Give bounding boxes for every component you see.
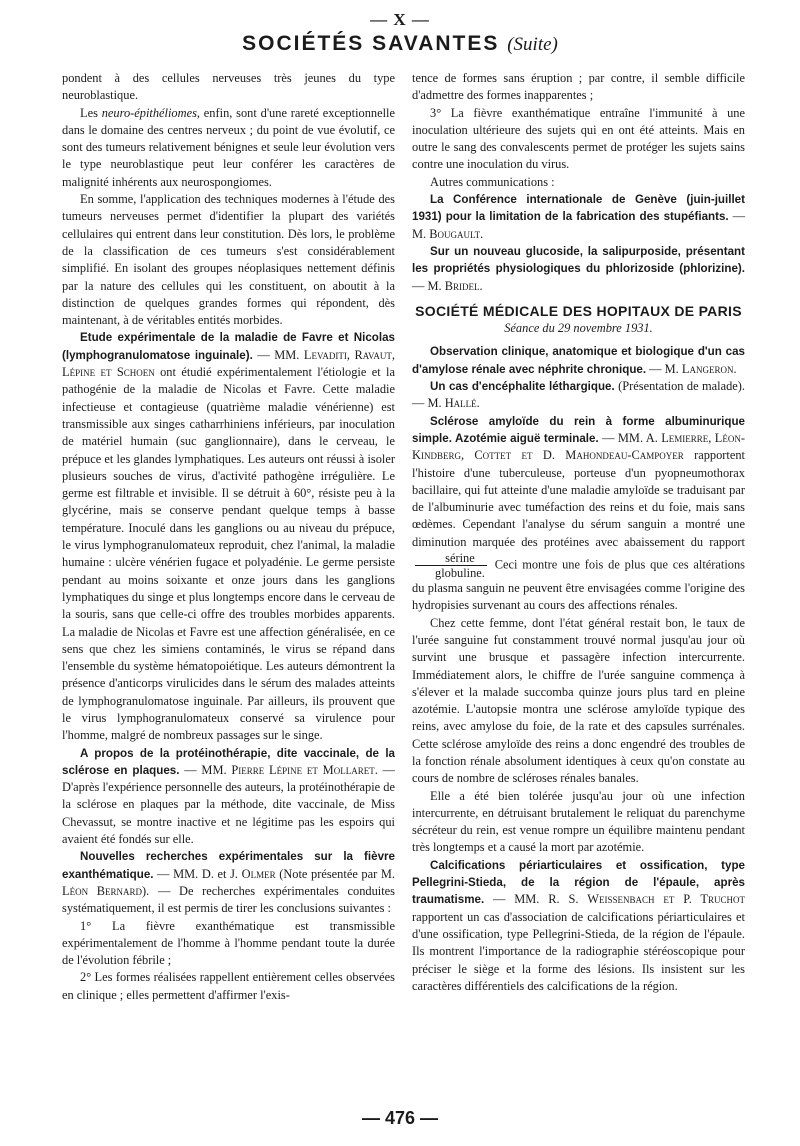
page-title [0,32,800,56]
other-communications-label: Autres communications : [430,174,555,189]
communication-title: Etude expérimentale de la maladie de Favre et Nicolas (lymphogranulomatose inguinale). [62,331,395,362]
paragraph: Elle a été bien tolérée jusqu'au jour où une infection intercurrente, en détruisant brutalement le reliquat du parenchyme sécréteur du rein, est venue rompre un équilibre maintenu pendant très longtemps et a causé la mort par azotémie. [412,788,745,855]
text-run: (Note présentée par M. [275,866,395,881]
session-date: Séance du 29 novembre 1931. [504,321,653,336]
communication-body: rapportent un cas d'association de calcifications périarticulaires et d'une ossification, type Pellegrini-Stieda, de la région de l'épaule. Ils montrent l'importance de la radiographie stéréoscopique pour préciser le siège et la forme des lésions. Ils insistent sur les caractères différentiels des calcifications de la région. [412,909,745,993]
fraction-serine-globuline [415,551,487,580]
conclusion-item: 1° La fièvre exanthématique est transmissible expérimentalement de l'homme à l'homme pendant toute la durée de l'évolution fébrile ; [62,918,395,968]
communication-title: Calcifications périarticulaires et ossification, type Pellegrini-Stieda, de la région de l'épaule, après traumatisme. [412,858,745,907]
text-run: — MM. [179,762,232,777]
left-column [62,70,395,1004]
communication-title: Nouvelles recherches expérimentales sur la fièvre exanthématique. [62,850,395,881]
communication-proteinotherapie [62,745,395,849]
page-title-text: SOCIÉTÉS SAVANTES [242,32,500,55]
communication-title: Observation clinique, anatomique et biologique d'un cas d'amylose rénale avec néphrite chronique. [412,345,745,376]
paragraph: En somme, l'application des techniques modernes à l'étude des tumeurs nerveuses permet d'identifier la plupart des variétés cellulaires qui entrent dans leur constitution. Dès lors, le problème de la classification de ces tumeurs s'est considérablement simplifié. En isolant des groupes néoplasiques nettement définis par la nature des cellules qui les constituent, on aboutit à la distinction de quelques grandes formes qui répondent, dès maintenant, à de véritables entités morbides. [62,192,395,328]
article-columns [62,70,752,1102]
communication-glucoside [412,243,745,295]
paragraph: Chez cette femme, dont l'état général restait bon, le taux de l'urée sanguine fut constamment trouvé normal jusqu'au jour où survint une brusque et passagère infection intercurrente. Immédiatement alors, le chiffre de l'urée sanguine commença à s'élever et la malade succomba quinze jours plus tard en pleine azotémie. L'autopsie montra une sclérose amyloïde typique des reins, avec amylose du foie, de la rate et des capsules surrénales. Cette sclérose amyloïde des reins a donc engendré des troubles de la fonction rénale absolument identiques à ceux qu'on constate au cours de nombre de scléroses rénales banales. [412,615,745,786]
authors: Léon Bernard [62,883,143,898]
italic-term: neuro-épithéliomes, [101,105,200,120]
society-heading: SOCIÉTÉ MÉDICALE DES HOPITAUX DE PARIS [415,302,742,319]
text-run: — M. [412,209,745,241]
paragraph: pondent à des cellules nerveuses très jeunes du type neuroblastique. [62,71,395,103]
communication-body: — D'après l'expérience personnelle des auteurs, la protéinothérapie de la sclérose en plaques par la méthode, dite vaccinale, de Miss Chevassut, se montre inactive et ne légitime pas les espoirs qui avaient été fondés sur elle. [62,762,395,847]
fraction-denominator: globuline. [435,566,485,581]
communication-encephalite [412,378,745,413]
text-run: — MM. A. [598,430,662,445]
authors: Weissenbach et P. Truchot [587,892,745,907]
fraction-numerator: sérine [415,551,487,566]
authors: Olmer [241,866,276,881]
text-run: Les [80,105,102,120]
communication-calcifications [412,857,745,995]
authors: Bridel. [444,278,483,293]
text-run: — MM. R. S. [484,892,588,907]
authors: Langeron. [681,361,737,376]
paragraph: tence de formes sans éruption ; par contre, il semble difficile d'admettre des formes inapparentes ; [412,71,745,103]
page-roman-numeral: — X — [370,10,430,29]
text-run: enfin, sont d'une rareté exceptionnelle dans le domaine des centres nerveux ; du point de vue évolutif, ce sont des tumeurs relativement bénignes et seule leur évolution vers le type neuroblastique peut leur conférer les caractères de malignité inhérents aux neurospongiomes. [62,105,395,189]
authors: Bougault. [429,226,484,241]
communication-amylose [412,343,745,378]
communication-title: La Conférence internationale de Genève (juin-juillet 1931) pour la limitation de la fabrication des stupéfiants. [412,193,745,224]
paragraph [62,105,395,191]
communication-title: Sur un nouveau glucoside, la salipurposide, présentant les propriétés physiologiques du phlorizoside (phlorizine). [412,244,745,276]
page-number: — 476 — [361,1108,439,1128]
text-run: (Présentation de malade). — M. [412,379,745,411]
communication-body: rapportent l'histoire d'une tuberculeuse, porteuse d'un pyopneumothorax bacillaire, qui fut atteinte d'une maladie amyloïde se traduisant par de l'albuminurie avec tuméfaction des reins et du foie, mais sans œdèmes. Cependant l'analyse du sérum sanguin a montré une diminution marquée des protéines avec abaissement du rapport [412,448,746,549]
authors: Lemierre, Léon-Kindberg, Cottet et D. Mahondeau-Campoyer [412,430,745,463]
page-header [0,10,800,56]
text-run: — MM. D. et J. [153,866,242,881]
authors: Hallé. [444,396,480,411]
communication-body: ). — De recherches expérimentales conduites systématiquement, il est permis de tirer les conclusions suivantes : [62,883,395,916]
communication-favre-nicolas [62,329,395,744]
communication-body: Ceci montre une fois de plus que ces altérations du plasma sanguin ne peuvent être envisagées comme l'origine des hydropisies survenant au cours des affections rénales. [412,557,745,613]
communication-geneve [412,191,745,243]
communication-fievre-exanthematique [62,848,395,917]
communication-title: A propos de la protéinothérapie, dite vaccinale, de la sclérose en plaques. [62,746,395,777]
authors: Pierre Lépine et Mollaret. [231,762,378,777]
communication-title: Sclérose amyloïde du rein à forme albuminurique simple. Azotémie aiguë terminale. [412,414,745,445]
authors: Levaditi, Ravaut, Lépine et Schoen [62,347,395,380]
right-column [412,70,745,995]
page-title-suffix: (Suite) [507,34,558,55]
communication-sclerose-amyloide [412,413,745,615]
conclusion-item: 3° La fièvre exanthématique entraîne l'immunité à une inoculation ultérieure des sujets qui en ont été atteints. Mais en outre le sang des convalescents permet de protéger les sujets sains contre une inoculation du virus. [412,105,745,172]
communication-title: Un cas d'encéphalite léthargique. [430,380,615,394]
text-run: — MM. [252,347,304,362]
communication-body: ont étudié expérimentalement l'étiologie et la pathogénie de la maladie de Nicolas et Favre. Cette maladie infectieuse et contagieuse (quatrième maladie vénérienne) est transmissible aux singes catharrhiniens inférieurs, par inoculation de matériel humain (suc ganglionnaire), dans le cerveau, le prépuce et les glandes lymphatiques. Les auteurs ont réussi à isoler plusieurs souches de virus, d'activité pathogène irrégulière. Le germe est filtrable et invisible. Il se détruit à 60°, résiste peu à la glycérine, mais se conserve pendant quelque temps à basse température. Inoculé dans les ganglions ou au niveau du prépuce, le virus lymphogranulomateux reproduit, chez l'animal, la maladie humaine : ulcère vénérien fugace et polyadénie. Le germe persiste pendant au moins soixante et onze jours dans les ganglions lymphatiques du singe et plus longtemps encore dans le cerveau de la souris, sans que celle-ci offre des troubles morbides apparents. La maladie de Nicolas et Favre est une affection généralisée, en ce sens que chez les simiens contaminés, le virus se répand dans l'ensemble du système hématopoiétique. Les auteurs démontrent la présence d'anticorps virulicides dans le sérum des malades atteints de lymphogranulomatose inguinale. Par ailleurs, ils prouvent que le virus lymphogranulomateux conservé sa virulence pour l'homme, malgré de nombreux passages sur le singe. [62,365,395,743]
text-run: — M. [646,361,682,376]
text-run: — M. [412,278,445,293]
conclusion-item: 2° Les formes réalisées rappellent entièrement celles observées en clinique ; elles permettent d'affirmer l'exis- [62,970,395,1002]
